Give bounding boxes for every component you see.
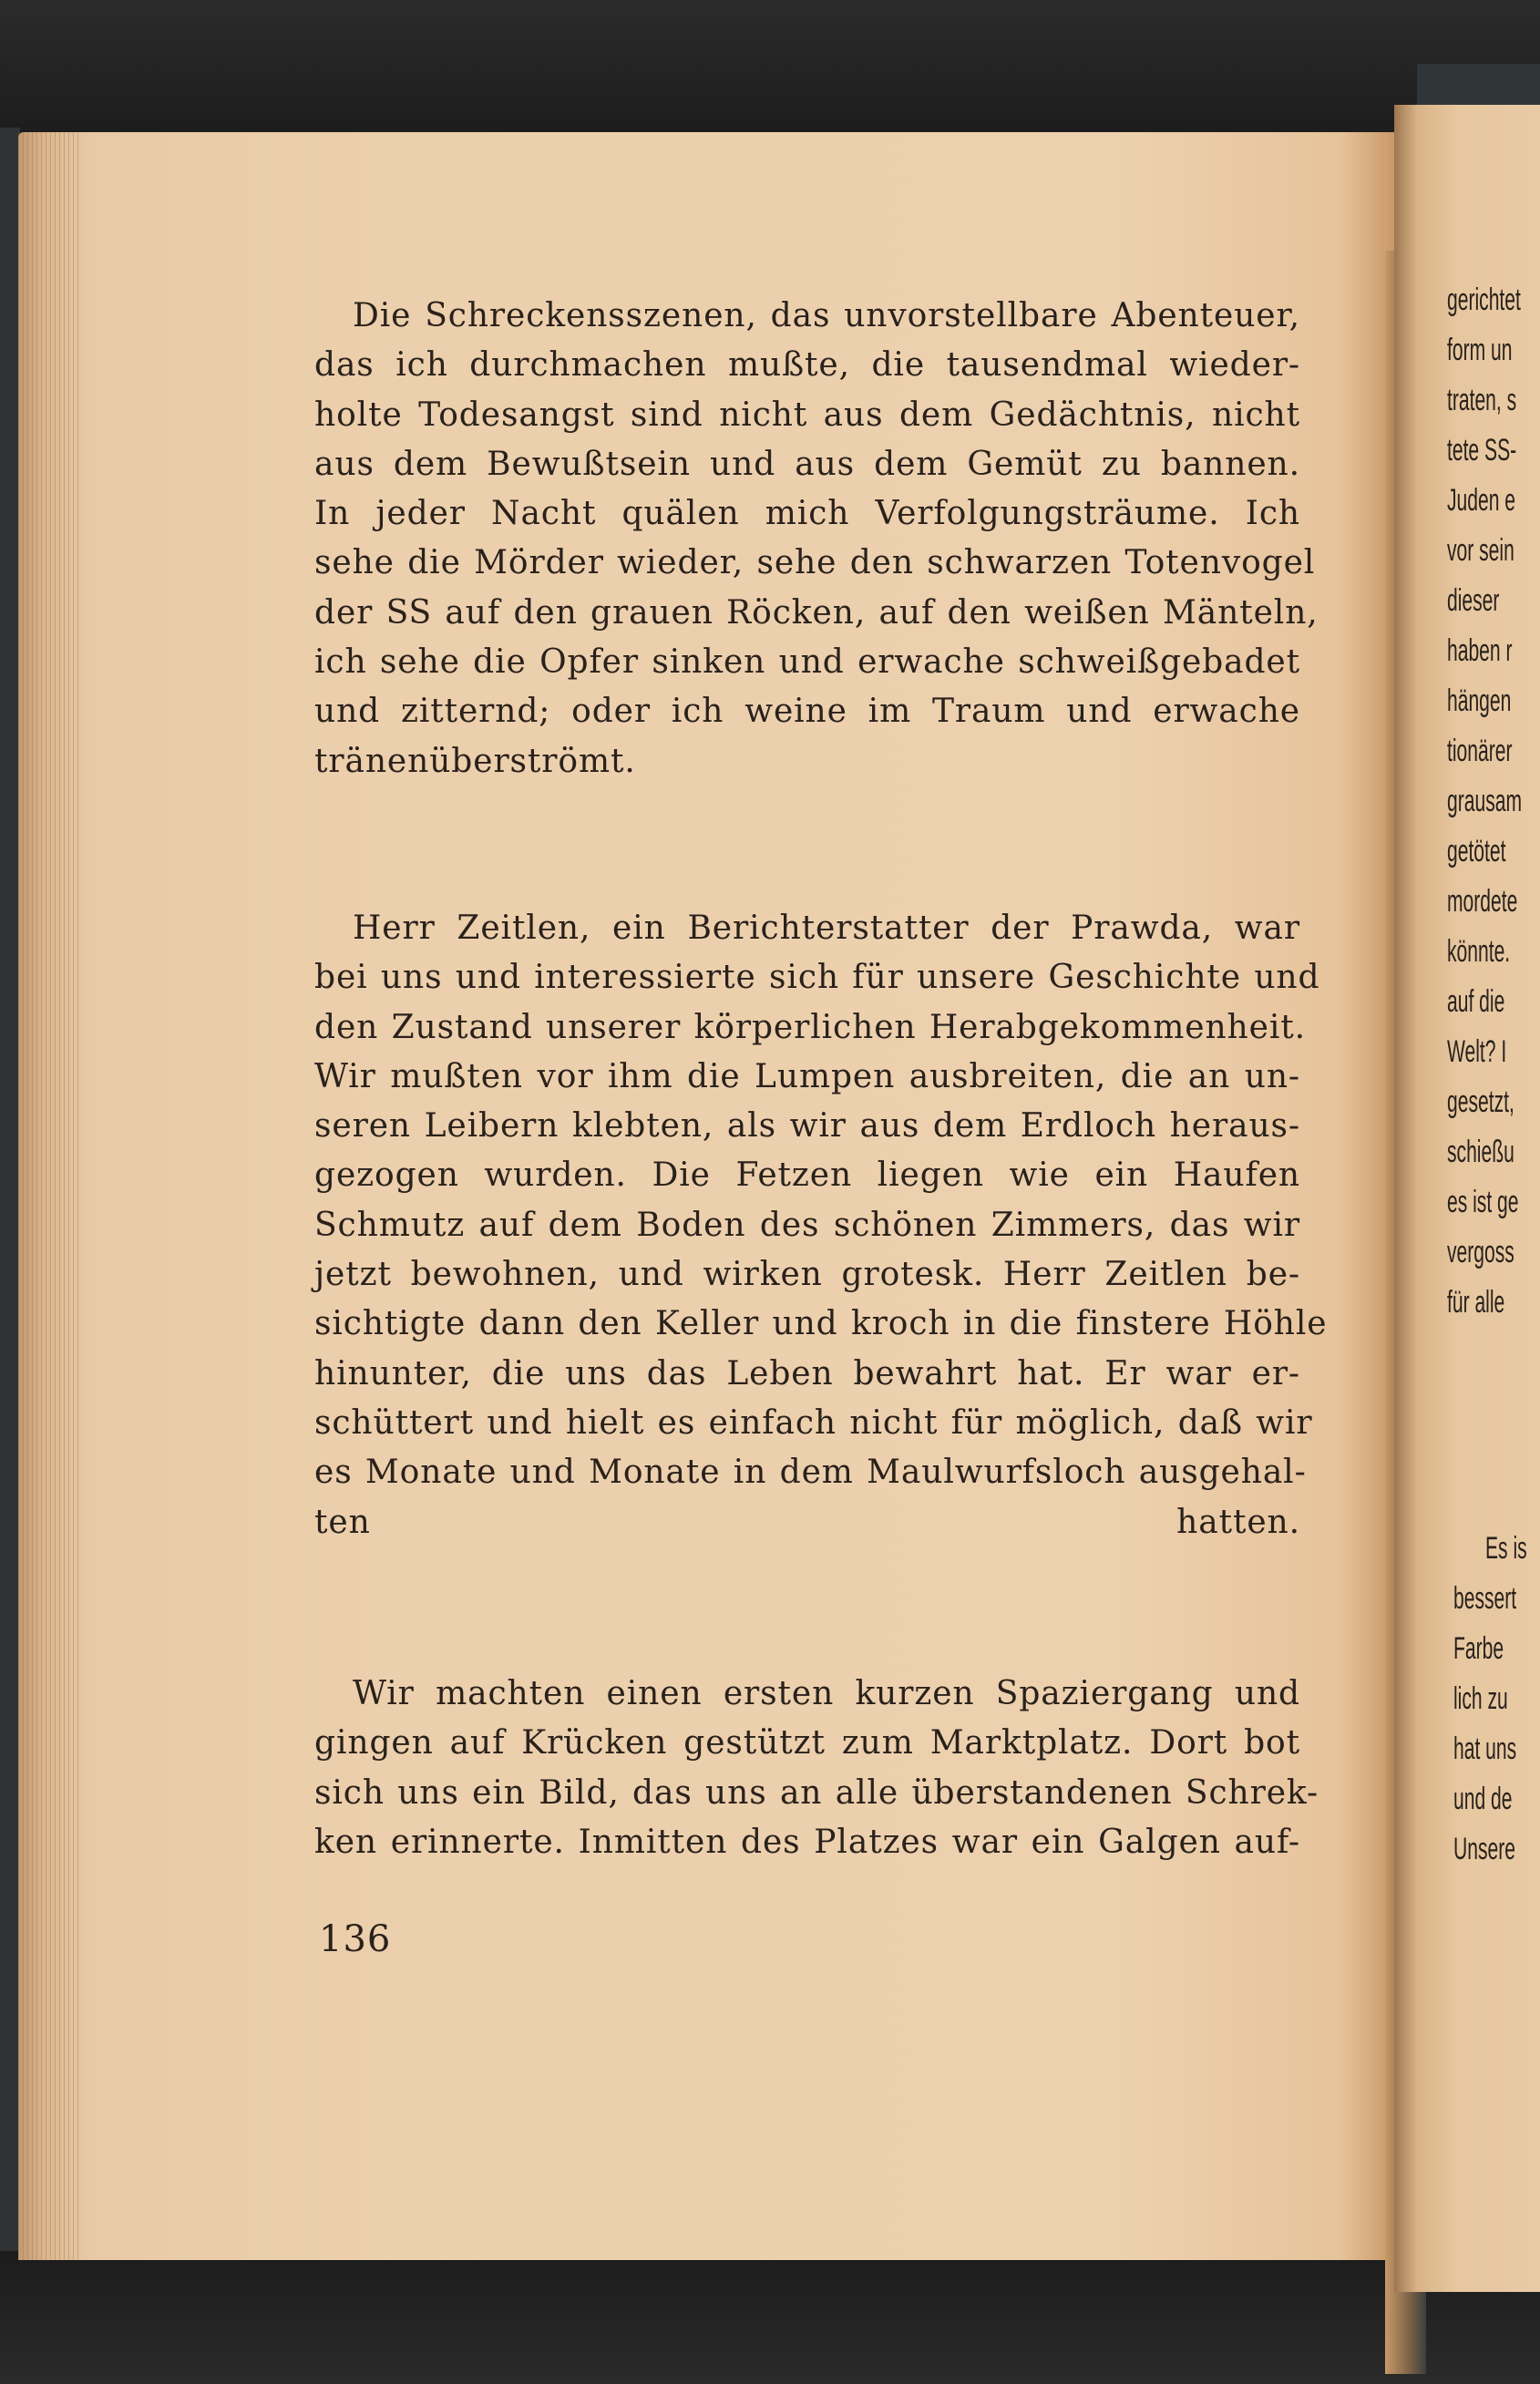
text-line: In jeder Nacht quälen mich Verfolgungsträume. Ich (314, 495, 1300, 533)
text-line: und zitternd; oder ich weine im Traum und erwache (314, 693, 1300, 731)
right-text-line: schießu (1447, 1135, 1514, 1169)
right-text-line: hängen (1447, 683, 1512, 718)
dark-background-bottom (0, 2251, 1540, 2384)
page-number: 136 (319, 1918, 392, 1960)
right-text-line: und de (1453, 1782, 1513, 1816)
text-line: Herr Zeitlen, ein Berichterstatter der Prawda, war (353, 909, 1300, 947)
text-line: sichtigte dann den Keller und kroch in die finstere Höhle (314, 1305, 1328, 1343)
text-line: Wir machten einen ersten kurzen Spaziergang und (353, 1675, 1300, 1712)
right-text-line: Es is (1485, 1531, 1527, 1566)
text-line: ten hatten. (314, 1503, 1300, 1541)
text-line: gingen auf Krücken gestützt zum Marktplatz. Dort bot (314, 1724, 1300, 1762)
paragraph-3 (314, 1670, 1319, 1867)
text-line: ken erinnerte. Inmitten des Platzes war ein Galgen auf- (314, 1823, 1300, 1861)
right-text-line: hat uns (1453, 1731, 1517, 1766)
right-text-line: Juden e (1447, 483, 1516, 518)
right-text-line: es ist ge (1447, 1185, 1519, 1219)
text-line: tränenüberströmt. (314, 742, 636, 780)
text-line: Schmutz auf dem Boden des schönen Zimmers, das wir (314, 1206, 1300, 1244)
right-text-line: bessert (1453, 1581, 1517, 1616)
text-line: der SS auf den grauen Röcken, auf den weißen Mänteln, (314, 593, 1319, 632)
right-text-line: auf die (1447, 984, 1505, 1019)
text-line: sehe die Mörder wieder, sehe den schwarzen Totenvogel (314, 544, 1316, 582)
text-line: holte Todesangst sind nicht aus dem Gedächtnis, nicht (314, 396, 1300, 434)
right-text-line: tionärer (1447, 734, 1513, 768)
right-text-line: tete SS- (1447, 433, 1517, 468)
paragraph-2 (314, 904, 1328, 1547)
text-line: jetzt bewohnen, und wirken grotesk. Herr Zeitlen be- (314, 1256, 1300, 1294)
right-text-line: für alle (1447, 1285, 1505, 1320)
right-text-line: getötet (1447, 834, 1506, 868)
text-line: aus dem Bewußtsein und aus dem Gemüt zu bannen. (314, 445, 1300, 483)
text-line: gezogen wurden. Die Fetzen liegen wie ein Haufen (314, 1156, 1300, 1195)
right-text-line: traten, s (1447, 383, 1517, 417)
text-line: hinunter, die uns das Leben bewahrt hat. Er war er- (314, 1354, 1300, 1392)
text-line: das ich durchmachen mußte, die tausendmal wieder- (314, 346, 1300, 385)
text-line: ich sehe die Opfer sinken und erwache schweißgebadet (314, 643, 1300, 682)
text-line: Die Schreckensszenen, das unvorstellbare Abenteuer, (353, 297, 1300, 334)
right-text-line: dieser (1447, 583, 1500, 618)
text-line: sich uns ein Bild, das uns an alle überstandenen Schrek- (314, 1773, 1319, 1812)
right-text-line: gerichtet (1447, 283, 1521, 317)
book-cover-left-edge (0, 128, 20, 2278)
page-stack-edge (18, 132, 82, 2260)
right-text-line: haben r (1447, 633, 1513, 668)
right-text-line: mordete (1447, 884, 1518, 919)
text-line: bei uns und interessierte sich für unsere Geschichte und (314, 959, 1320, 997)
right-text-line: vor sein (1447, 533, 1514, 568)
text-line: seren Leibern klebten, als wir aus dem Erdloch heraus- (314, 1107, 1300, 1146)
text-line: schüttert und hielt es einfach nicht für möglich, daß wir (314, 1403, 1313, 1442)
right-text-line: Farbe (1453, 1631, 1504, 1666)
text-line: Wir mußten vor ihm die Lumpen ausbreiten, die an un- (314, 1057, 1300, 1095)
right-text-line: könnte. (1447, 934, 1511, 969)
right-text-line: vergoss (1447, 1235, 1514, 1269)
right-text-line: Welt? I (1447, 1034, 1507, 1069)
text-line: es Monate und Monate in dem Maulwurfsloch ausgehal- (314, 1454, 1307, 1492)
right-text-line: Unsere (1453, 1832, 1515, 1866)
paragraph-1 (314, 292, 1319, 786)
right-text-line: lich zu (1453, 1681, 1508, 1716)
right-page (1394, 105, 1540, 2292)
right-text-line: form un (1447, 333, 1513, 367)
text-line: den Zustand unserer körperlichen Herabgekommenheit. (314, 1008, 1306, 1046)
right-text-line: gesetzt, (1447, 1084, 1514, 1119)
right-text-line: grausam (1447, 784, 1523, 818)
